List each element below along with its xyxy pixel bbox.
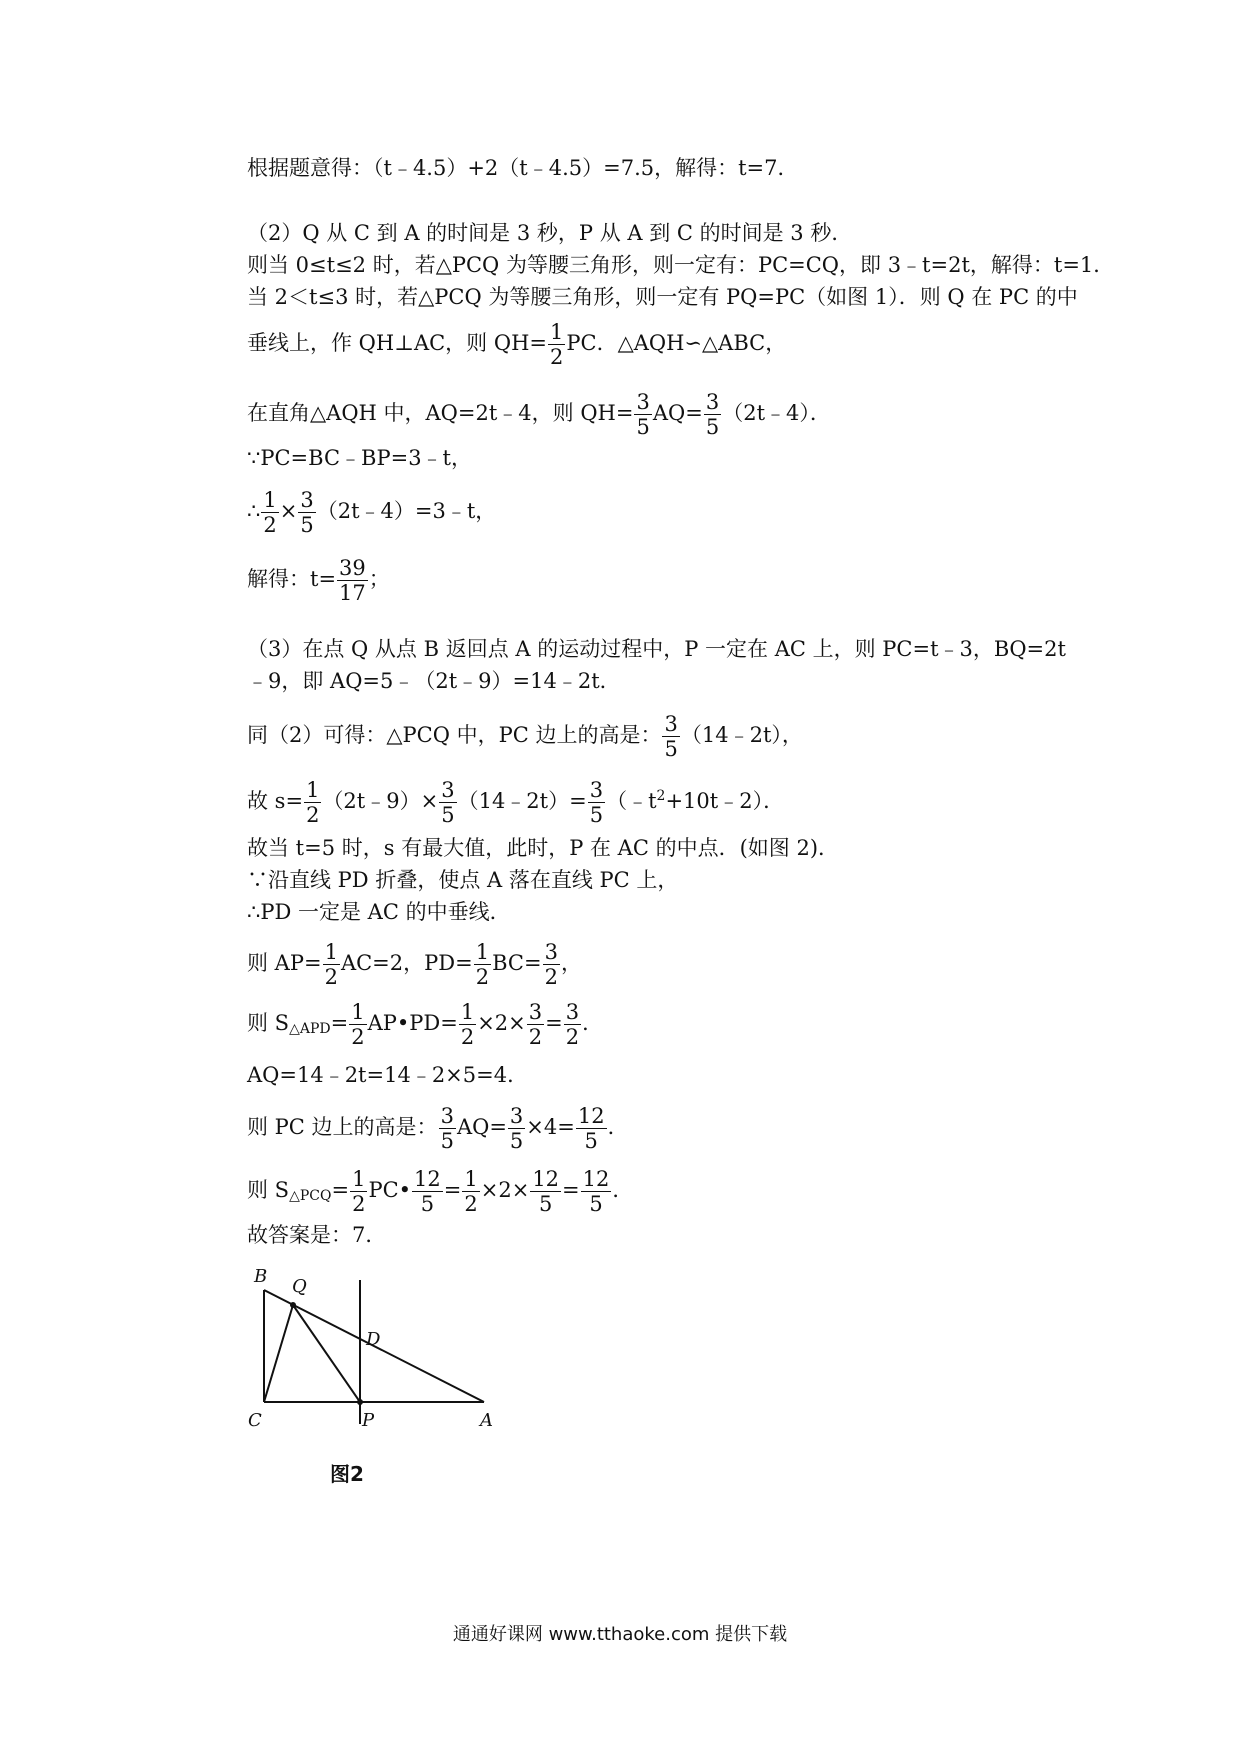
fraction: $\frac{12}{5}$: [414, 1167, 441, 1216]
segment-qp: [293, 1305, 360, 1402]
text-line: 故 s= $\frac{1}{2}$ （2t﹣9）× $\frac{3}{5}$ （14﹣2t）= $\frac{3}{5}$ $(﹣t^2+10t﹣2)$．: [247, 778, 785, 827]
text-line: ﹣9，即 AQ=5﹣（2t﹣9）=14﹣2t．: [247, 669, 621, 693]
fraction: $\frac{1}{2}$: [263, 488, 277, 537]
fraction: $\frac{1}{2}$: [351, 1000, 365, 1049]
fraction: $\frac{3}{2}$: [544, 940, 558, 989]
label-p: P: [362, 1410, 375, 1431]
fraction: $\frac{3}{5}$: [589, 778, 604, 827]
fraction: $\frac{1}{2}$: [306, 778, 320, 827]
fraction: $\frac{1}{2}$: [324, 940, 338, 989]
fraction: $\frac{12}{5}$: [582, 1167, 610, 1216]
fraction: $\frac{1}{2}$: [464, 1167, 478, 1216]
label-d: D: [366, 1329, 381, 1350]
point-q: [290, 1302, 296, 1308]
fraction: $\frac{3}{5}$: [705, 390, 720, 439]
fraction: $\frac{12}{5}$: [532, 1167, 560, 1216]
fraction: $\frac{3}{5}$: [441, 778, 455, 827]
text-line: 垂线上，作 QH⊥AC，则 QH= $\frac{1}{2}$ PC．△AQH∽△ABC，: [247, 320, 787, 369]
label-a: A: [480, 1410, 493, 1431]
text-line: ∴PD 一定是 AC 的中垂线．: [247, 900, 511, 924]
fraction: $\frac{3}{2}$: [528, 1000, 543, 1049]
text-line: 当 2＜t≤3 时，若△PCQ 为等腰三角形，则一定有 PQ=PC（如图 1）．则 Q 在 PC 的中: [247, 285, 1078, 309]
point-p: [357, 1399, 363, 1405]
text-line: （2）Q 从 C 到 A 的时间是 3 秒，P 从 A 到 C 的时间是 3 秒．: [247, 221, 853, 245]
fraction: $\frac{3}{5}$: [664, 712, 678, 761]
text-line: ∵PC=BC﹣BP=3﹣t，: [247, 446, 473, 470]
text-line: 则 AP= $\frac{1}{2}$ AC=2，PD= $\frac{1}{2}$ BC= $\frac{3}{2}$ ，: [247, 940, 582, 989]
fraction: $\frac{1}{2}$: [475, 940, 490, 989]
fraction: $\frac{1}{2}$: [550, 320, 564, 369]
text-line: 在直角△AQH 中，AQ=2t﹣4，则 QH= $\frac{3}{5}$ AQ= $\frac{3}{5}$ （2t﹣4）．: [247, 390, 831, 439]
geometry-figure: [240, 1262, 510, 1452]
text-line: 则 $S_{\triangle PCQ}=$ $\frac{1}{2}$ PC• $\frac{12}{5}$ = $\frac{1}{2}$ ×2× $\frac{12}{5}$ = $\frac{12}{5}$ ．: [247, 1167, 634, 1216]
text-line: AQ=14﹣2t=14﹣2×5=4．: [247, 1063, 529, 1087]
fraction: $\frac{3}{5}$: [440, 1104, 454, 1153]
fraction: $\frac{3}{5}$: [509, 1104, 524, 1153]
label-c: C: [248, 1410, 262, 1431]
text-line: 则 PC 边上的高是： $\frac{3}{5}$ AQ= $\frac{3}{5}$ ×4= $\frac{12}{5}$ ．: [247, 1104, 629, 1153]
text-line: 故当 t=5 时，s 有最大值，此时，P 在 AC 的中点．(如图 2)．: [247, 836, 840, 860]
text-line: 根据题意得：（t﹣4.5）+2（t﹣4.5）=7.5，解得：t=7．: [247, 156, 799, 180]
fraction: $\frac{3}{2}$: [565, 1000, 580, 1049]
fraction: $\frac{3}{5}$: [300, 488, 314, 537]
fraction: $\frac{3}{5}$: [636, 390, 650, 439]
text-line: ∵沿直线 PD 折叠，使点 A 落在直线 PC 上，: [247, 868, 679, 892]
label-b: B: [254, 1266, 268, 1287]
segment-qc: [264, 1305, 293, 1402]
text-line: （3）在点 Q 从点 B 返回点 A 的运动过程中，P 一定在 AC 上，则 PC=t﹣3，BQ=2t: [247, 637, 1066, 661]
fraction: $\frac{12}{5}$: [577, 1104, 605, 1153]
fraction: $\frac{1}{2}$: [460, 1000, 475, 1049]
text-line: 则当 0≤t≤2 时，若△PCQ 为等腰三角形，则一定有：PC=CQ，即 3﹣t=2t，解得：t=1．: [247, 253, 1115, 277]
figure-caption: 图2: [330, 1462, 364, 1486]
fraction: $\frac{1}{2}$: [352, 1167, 366, 1216]
text-line: ∴ $\frac{1}{2}$ × $\frac{3}{5}$ （2t﹣4）=3﹣t，: [247, 488, 497, 537]
page-footer: 通通好课网 www.tthaoke.com 提供下载: [452, 1624, 788, 1645]
fraction: $\frac{39}{17}$: [339, 556, 366, 605]
label-q: Q: [292, 1276, 307, 1297]
text-line: 则 $S_{\triangle APD}=$ $\frac{1}{2}$ AP•PD= $\frac{1}{2}$ ×2× $\frac{3}{2}$ = $\frac{3}{2}$ ．: [247, 1000, 604, 1049]
text-line: 解得：t= $\frac{39}{17}$ ；: [247, 556, 390, 605]
text-line: 故答案是：7．: [247, 1223, 387, 1247]
text-line: 同（2）可得：△PCQ 中，PC 边上的高是： $\frac{3}{5}$ （14﹣2t），: [247, 712, 803, 761]
